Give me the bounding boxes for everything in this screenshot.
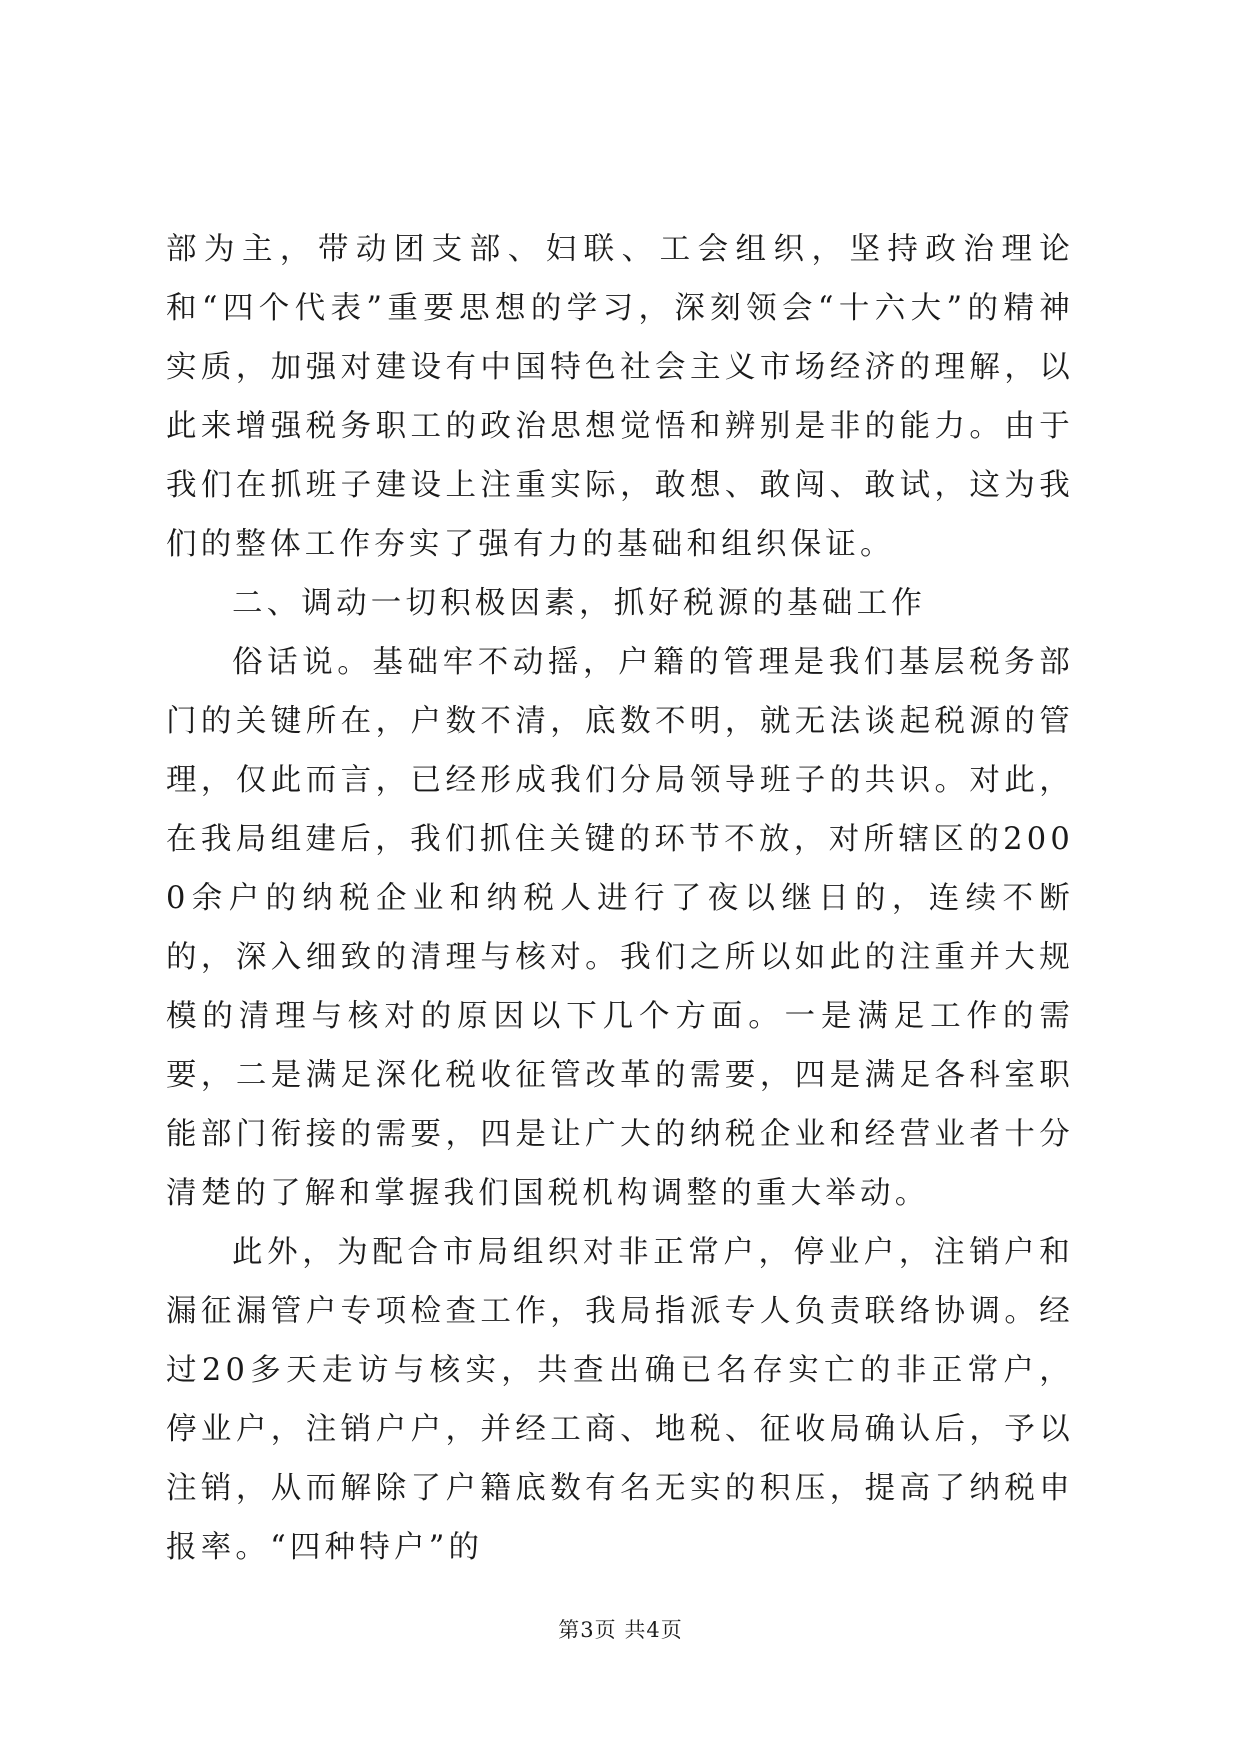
paragraph-special-inspection: 此外，为配合市局组织对非正常户，停业户，注销户和漏征漏管户专项检查工作，我局指派专人负责联络协调。经过20多天走访与核实，共查出确已名存实亡的非正常户，停业户，注销户户，并经工商、地税、征收局确认后，予以注销，从而解除了户籍底数有名无实的积压，提高了纳税申报率。“四种特户”的: [166, 1235, 1074, 1565]
paragraph-household-registration: 俗话说。基础牢不动摇，户籍的管理是我们基层税务部门的关键所在，户数不清，底数不明，就无法谈起税源的管理，仅此而言，已经形成我们分局领导班子的共识。对此，在我局组建后，我们抓住关键的环节不放，对所辖区的2000余户的纳税企业和纳税人进行了夜以继日的，连续不断的，深入细致的清理与核对。我们之所以如此的注重并大规模的清理与核对的原因以下几个方面。一是满足工作的需要，二是满足深化税收征管改革的需要，四是满足各科室职能部门衔接的需要，四是让广大的纳税企业和经营业者十分清楚的了解和掌握我们国税机构调整的重大举动。: [166, 645, 1074, 1211]
document-body: [166, 220, 1074, 1577]
paragraph-continuation: 部为主，带动团支部、妇联、工会组织，坚持政治理论和“四个代表”重要思想的学习，深刻领会“十六大”的精神实质，加强对建设有中国特色社会主义市场经济的理解，以此来增强税务职工的政治思想觉悟和辨别是非的能力。由于我们在抓班子建设上注重实际，敢想、敢闯、敢试，这为我们的整体工作夯实了强有力的基础和组织保证。: [166, 232, 1074, 562]
page-number-footer: 第3页 共4页: [558, 1618, 683, 1642]
section-heading: 二、调动一切积极因素，抓好税源的基础工作: [232, 586, 926, 621]
